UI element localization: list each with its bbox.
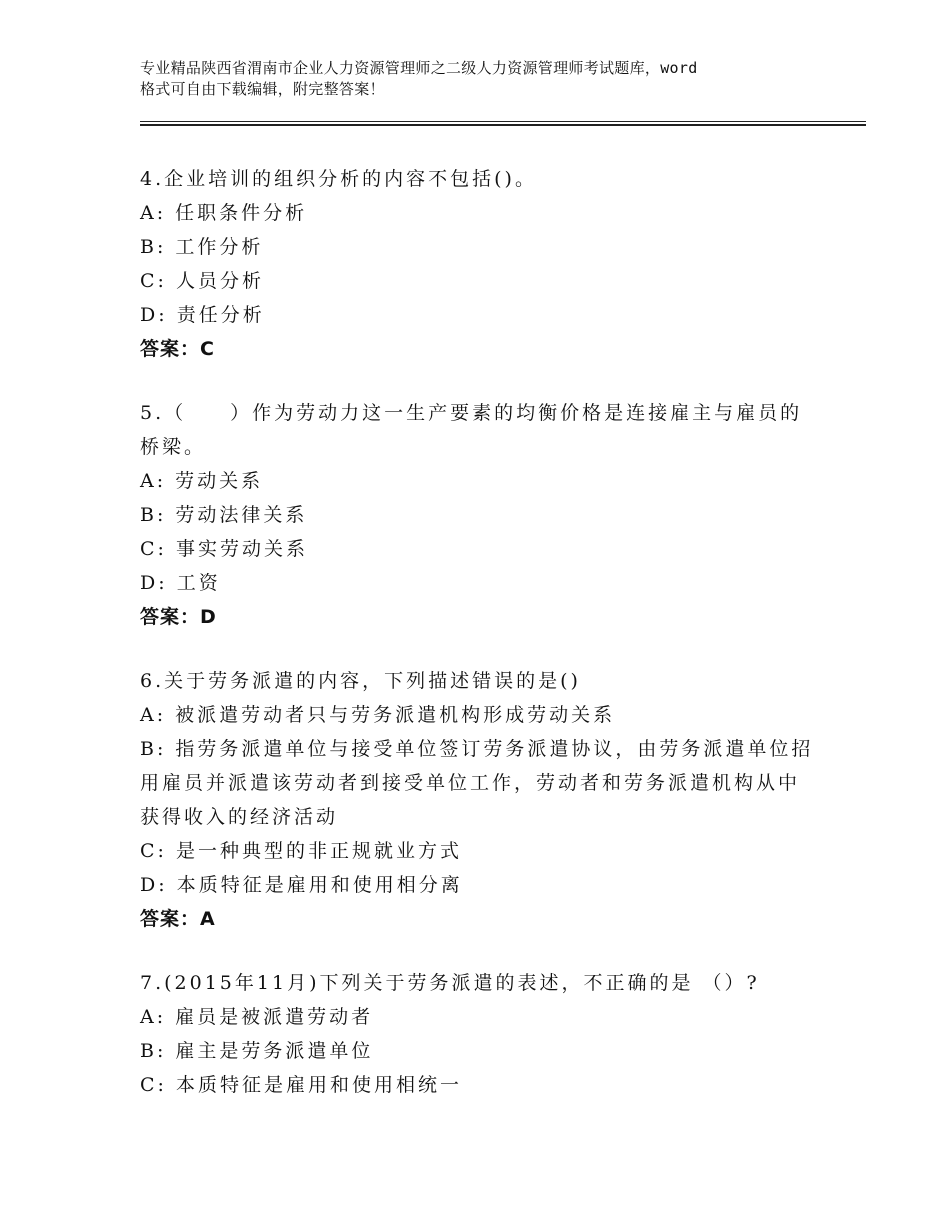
question-6 (140, 664, 820, 936)
question-7 (140, 966, 820, 1102)
question-stem: 4.企业培训的组织分析的内容不包括()。 (140, 168, 537, 190)
option-text: 工作分析 (175, 236, 264, 258)
option-text: 事实劳动关系 (176, 538, 309, 560)
option-text: 劳动关系 (175, 470, 264, 492)
option-text: 本质特征是雇用和使用相分离 (176, 874, 463, 896)
question-stem: 5.（ ）作为劳动力这一生产要素的均衡价格是连接雇主与雇员的桥梁。 (140, 402, 803, 458)
option-letter: C: (140, 840, 167, 862)
header-divider-thick (140, 124, 866, 126)
option-text: 指劳务派遣单位与接受单位签订劳务派遣协议，由劳务派遣单位招用雇员并派遣该劳动者到接受单位工作，劳动者和劳务派遣机构从中获得收入的经济活动 (140, 738, 814, 828)
option-c (140, 1068, 820, 1102)
answer-label: 答案：D (140, 606, 217, 628)
document-header (140, 58, 830, 100)
header-divider-thin (140, 121, 866, 122)
option-text: 雇主是劳务派遣单位 (175, 1040, 374, 1062)
option-text: 人员分析 (176, 270, 265, 292)
question-stem: 7.(2015年11月)下列关于劳务派遣的表述，不正确的是 （）? (140, 972, 760, 994)
option-a (140, 464, 820, 498)
option-a (140, 196, 820, 230)
option-letter: B: (140, 1040, 167, 1062)
option-d (140, 298, 820, 332)
option-letter: D: (140, 304, 168, 326)
option-text: 是一种典型的非正规就业方式 (176, 840, 463, 862)
option-text: 工资 (176, 572, 221, 594)
option-text: 任职条件分析 (175, 202, 308, 224)
option-letter: B: (140, 504, 167, 526)
option-letter: C: (140, 1074, 167, 1096)
option-b (140, 498, 820, 532)
option-a (140, 698, 820, 732)
option-text: 劳动法律关系 (175, 504, 308, 526)
option-c (140, 532, 820, 566)
question-list (140, 162, 820, 1132)
option-letter: D: (140, 874, 168, 896)
question-stem: 6.关于劳务派遣的内容，下列描述错误的是() (140, 670, 581, 692)
option-text: 雇员是被派遣劳动者 (175, 1006, 374, 1028)
option-text: 责任分析 (176, 304, 265, 326)
question-4 (140, 162, 820, 366)
option-letter: C: (140, 538, 167, 560)
answer-label: 答案：A (140, 908, 216, 930)
option-a (140, 1000, 820, 1034)
question-5 (140, 396, 820, 634)
option-letter: A: (140, 704, 167, 726)
option-b (140, 732, 820, 834)
answer-label: 答案：C (140, 338, 215, 360)
option-d (140, 566, 820, 600)
header-line-1: 专业精品陕西省渭南市企业人力资源管理师之二级人力资源管理师考试题库，word (140, 59, 698, 77)
option-d (140, 868, 820, 902)
option-letter: A: (140, 470, 167, 492)
option-letter: B: (140, 738, 167, 760)
option-text: 本质特征是雇用和使用相统一 (176, 1074, 463, 1096)
option-letter: D: (140, 572, 168, 594)
option-c (140, 834, 820, 868)
option-letter: C: (140, 270, 167, 292)
option-text: 被派遣劳动者只与劳务派遣机构形成劳动关系 (175, 704, 616, 726)
option-b (140, 1034, 820, 1068)
option-b (140, 230, 820, 264)
header-line-2: 格式可自由下载编辑，附完整答案！ (140, 80, 385, 98)
option-c (140, 264, 820, 298)
option-letter: A: (140, 1006, 167, 1028)
option-letter: A: (140, 202, 167, 224)
option-letter: B: (140, 236, 167, 258)
